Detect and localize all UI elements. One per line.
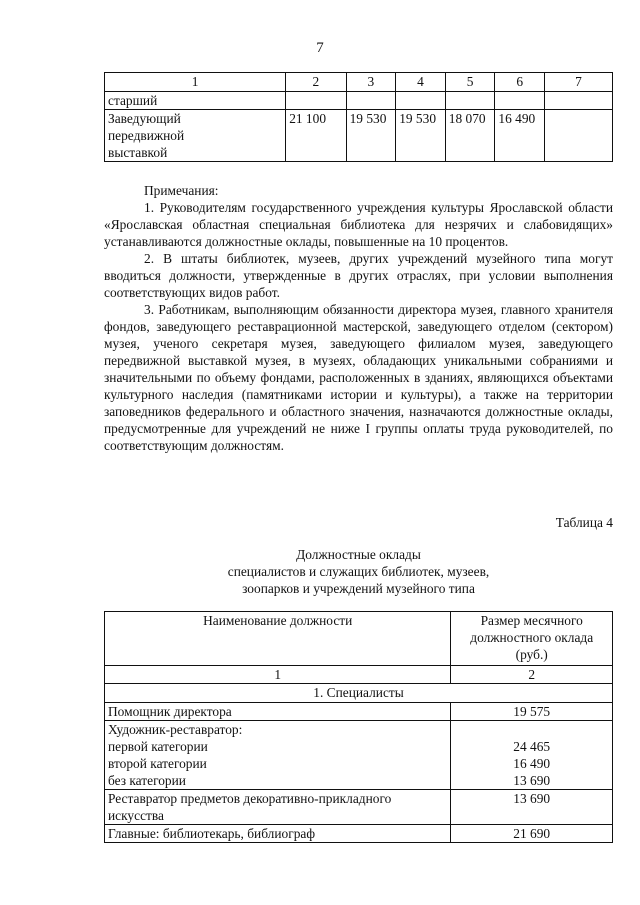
salary-value: 18 070: [445, 110, 495, 162]
salary-value: 21 690: [451, 825, 613, 843]
position-name: Помощник директора: [105, 703, 451, 721]
salary-value: 19 530: [346, 110, 396, 162]
table-row: [105, 825, 613, 843]
table-header-cell: 6: [495, 73, 545, 92]
salary-value: 19 575: [451, 703, 613, 721]
table-row: [105, 110, 613, 162]
table-row: [105, 790, 613, 825]
position-name: Реставратор предметов декоративно-прикладного искусства: [105, 790, 451, 825]
salary-value: 16 490: [495, 110, 545, 162]
salary-table-specialists: [104, 611, 613, 843]
table-header-cell: 4: [396, 73, 446, 92]
column-index-row: [105, 666, 613, 684]
column-header-position: Наименование должности: [105, 612, 451, 666]
salary-value: [545, 110, 613, 162]
position-name: Заведующий передвижной выставкой: [105, 110, 286, 162]
table-header-cell: 3: [346, 73, 396, 92]
table-row: [105, 92, 613, 110]
note-item: 3. Работникам, выполняющим обязанности директора музея, главного хранителя фондов, заведующего реставрационной мастерской, заведующего отделом (сектором) музея, ученого секретаря музея, заведующего филиалом музея, заведующего передвижной выставкой музея, в музеях, обладающих уникальными собраниями и значительными по объему фондами, расположенных в зданиях, являющихся объектами культурного наследия (памятниками истории и культуры), а также на территории заповедников федерального и областного значения, назначаются должностные оклады, предусмотренные для учреждений не ниже I группы оплаты труда руководителей, по соответствующим должностям.: [104, 302, 613, 453]
table-header-row: [105, 73, 613, 92]
table-row: [105, 703, 613, 721]
salary-value: 19 530: [396, 110, 446, 162]
notes-heading: Примечания:: [144, 183, 219, 198]
page-number: 7: [316, 40, 324, 56]
table-caption: Таблица 4: [555, 515, 613, 530]
column-index: 1: [105, 666, 451, 684]
note-item: 1. Руководителям государственного учреждения культуры Ярославской области «Ярославская областная специальная библиотека для незрячих и слабовидящих» устанавливаются должностные оклады, повышенные на 10 процентов.: [104, 200, 613, 249]
salary-value: 21 100: [286, 110, 346, 162]
table-header-cell: 2: [286, 73, 346, 92]
column-header-salary: Размер месячного должностного оклада (руб.): [451, 612, 613, 666]
table-header-row: [105, 612, 613, 666]
table-row: [105, 721, 613, 790]
section-row: [105, 684, 613, 703]
notes: [104, 182, 613, 454]
salary-value: 13 690: [451, 790, 613, 825]
table-title: Должностные оклады специалистов и служащих библиотек, музеев, зоопарков и учреждений музейного типа: [227, 547, 490, 596]
position-name: Главные: библиотекарь, библиограф: [105, 825, 451, 843]
table-header-cell: 7: [545, 73, 613, 92]
section-title: 1. Специалисты: [105, 684, 613, 703]
salary-table-continued: [104, 72, 613, 162]
table-header-cell: 1: [105, 73, 286, 92]
column-index: 2: [451, 666, 613, 684]
note-item: 2. В штаты библиотек, музеев, других учреждений музейного типа могут вводиться должности, утвержденные в других отраслях, при условии выполнения соответствующих видов работ.: [104, 251, 613, 300]
position-name: Художник-реставратор: первой категории второй категории без категории: [105, 721, 451, 790]
table-header-cell: 5: [445, 73, 495, 92]
position-name: старший: [105, 92, 286, 110]
salary-value: 24 465 16 490 13 690: [451, 721, 613, 790]
